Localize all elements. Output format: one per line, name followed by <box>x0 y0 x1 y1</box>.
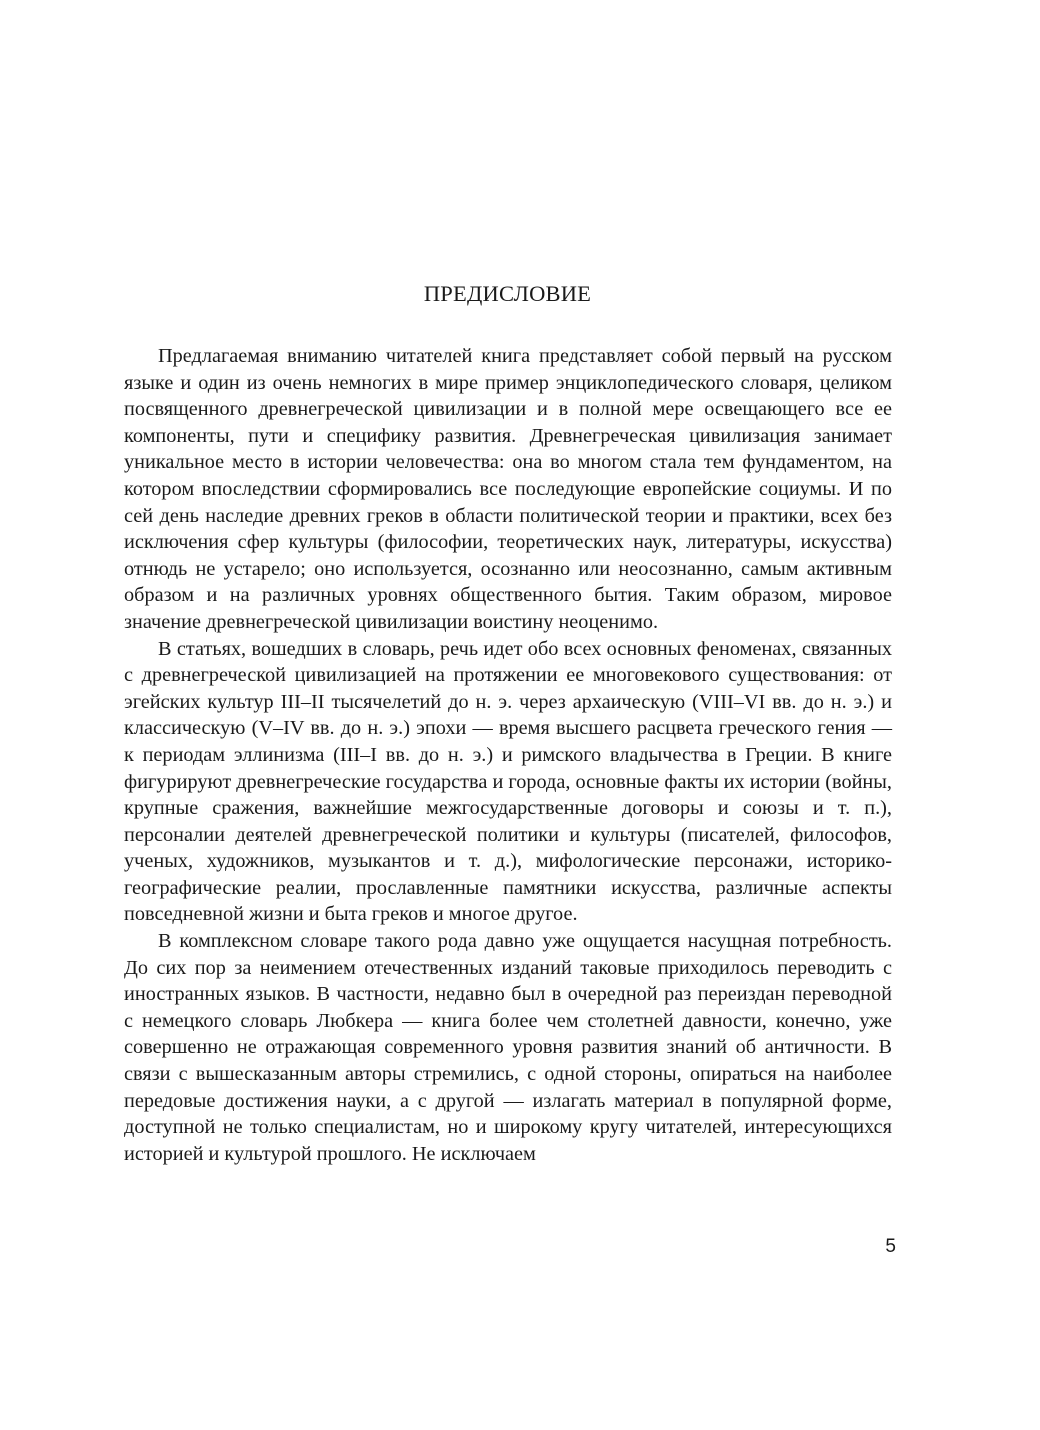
page-title: ПРЕДИСЛОВИЕ <box>423 281 592 306</box>
body-text <box>124 343 892 1167</box>
paragraph-2: В статьях, вошедших в словарь, речь идет обо всех основных феноменах, связанных с древнегреческой цивилизацией на протяжении ее многовекового существования: от эгейских культур III–II тысячелетий до н. э. через архаическую (VIII–VI вв. до н. э.) и классическую (V–IV вв. до н. э.) эпохи — время высшего расцвета греческого гения — к периодам эллинизма (III–I вв. до н. э.) и римского владычества в Греции. В книге фигурируют древнегреческие государства и города, основные факты их истории (войны, крупные сражения, важнейшие межгосударственные договоры и союзы и т. п.), персоналии деятелей древнегреческой политики и культуры (писателей, философов, ученых, художников, музыкантов и т. д.), мифологические персонажи, историко-географические реалии, прославленные памятники искусства, различные аспекты повседневной жизни и быта греков и многое другое. <box>124 637 892 926</box>
page-number: 5 <box>885 1236 896 1257</box>
paragraph-1: Предлагаемая вниманию читателей книга представляет собой первый на русском языке и один из очень немногих в мире пример энциклопедического словаря, целиком посвященного древнегреческой цивилизации и в полной мере освещающего все ее компоненты, пути и специфику развития. Древнегреческая цивилизация занимает уникальное место в истории человечества: она во многом стала тем фундаментом, на котором впоследствии сформировались все последующие европейские социумы. И по сей день наследие древних греков в области политической теории и практики, всех без исключения сфер культуры (философии, теоретических наук, литературы, искусства) отнюдь не устарело; оно используется, осознанно или неосознанно, самым активным образом и на различных уровнях общественного бытия. Таким образом, мировое значение древнегреческой цивилизации воистину неоценимо. <box>124 345 892 633</box>
paragraph-3: В комплексном словаре такого рода давно уже ощущается насущная потребность. До сих пор за неимением отечественных изданий таковые приходилось переводить с иностранных языков. В частности, недавно был в очередной раз переиздан переводной с немецкого словарь Любкера — книга более чем столетней давности, конечно, уже совершенно не отражающая современного уровня развития знаний об античности. В связи с вышесказанным авторы стремились, с одной стороны, опираться на наиболее передовые достижения науки, а с другой — излагать материал в популярной форме, доступной не только специалистам, но и широкому кругу читателей, интересующихся историей и культурой прошлого. Не исключаем <box>124 930 892 1165</box>
